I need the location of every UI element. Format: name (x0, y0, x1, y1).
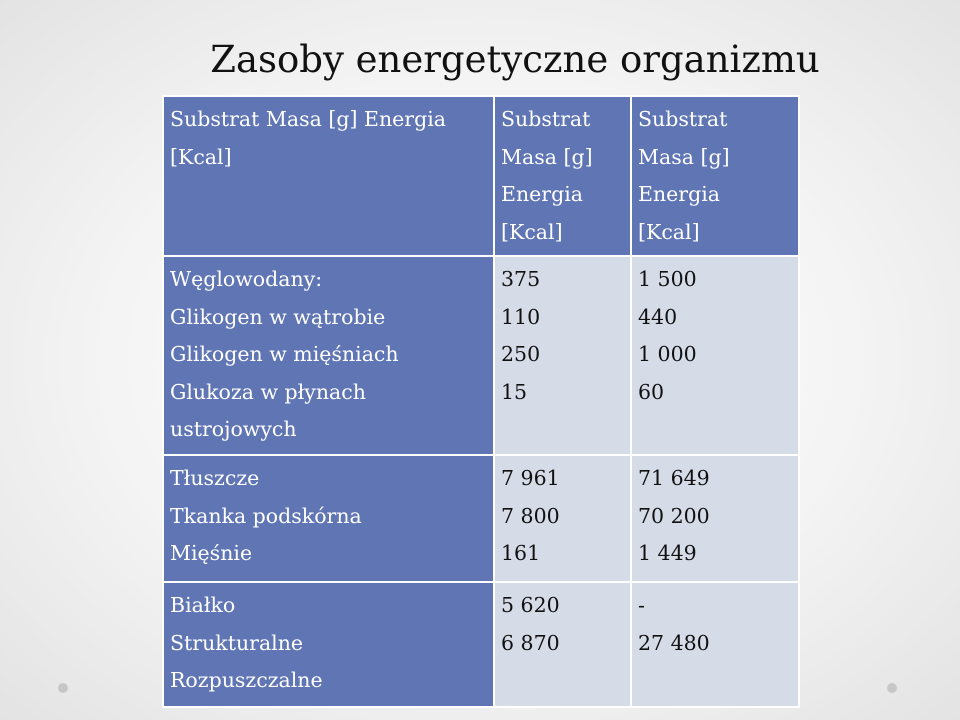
table-row-proteins (163, 582, 799, 707)
energy-cell (631, 256, 799, 455)
energy-value: 27 480 (638, 630, 710, 655)
mass-value: 6 870 (501, 630, 560, 655)
label-text: Węglowodany: (170, 267, 323, 291)
label-cell (163, 582, 494, 707)
energy-value: 71 649 (638, 466, 710, 490)
table-header-row (163, 96, 799, 256)
label-text: Tkanka podskórna (170, 503, 362, 528)
label-text: Tłuszcze (170, 466, 260, 490)
table-row-fats (163, 455, 799, 582)
energy-cell (631, 582, 799, 707)
header-text: Substrat Masa [g] Energia (170, 107, 447, 131)
energy-value: - (638, 593, 645, 617)
header-text: Substrat (638, 107, 728, 131)
slide-title: Zasoby energetyczne organizmu (210, 38, 820, 81)
mass-value: 7 800 (501, 503, 560, 528)
table-row-carbohydrates (163, 256, 799, 455)
decorative-dot-icon (58, 683, 68, 693)
decorative-dot-icon (887, 683, 897, 693)
header-cell (631, 96, 799, 256)
energy-value: 60 (638, 379, 665, 404)
mass-cell (494, 455, 631, 582)
mass-value: 110 (501, 304, 541, 329)
energy-value: 70 200 (638, 503, 710, 528)
label-cell (163, 455, 494, 582)
energy-table (162, 95, 800, 708)
header-cell (494, 96, 631, 256)
label-text: ustrojowych (170, 417, 297, 441)
header-text: Masa [g] (638, 144, 730, 169)
header-text: [Kcal] (501, 219, 563, 244)
label-text: Strukturalne (170, 630, 304, 655)
header-text: Masa [g] (501, 144, 593, 169)
header-text: [Kcal] (170, 144, 232, 169)
mass-value: 15 (501, 379, 528, 404)
mass-cell (494, 256, 631, 455)
header-text: Energia (501, 182, 583, 206)
header-text: Energia (638, 182, 720, 206)
mass-value: 250 (501, 342, 541, 366)
label-cell (163, 256, 494, 455)
label-text: Rozpuszczalne (170, 668, 323, 692)
header-cell (163, 96, 494, 256)
mass-value: 7 961 (501, 466, 560, 490)
label-text: Glikogen w mięśniach (170, 342, 399, 366)
energy-value: 1 500 (638, 267, 697, 291)
label-text: Glukoza w płynach (170, 379, 366, 404)
mass-cell (494, 582, 631, 707)
mass-value: 161 (501, 541, 541, 565)
energy-cell (631, 455, 799, 582)
header-text: Substrat (501, 107, 591, 131)
header-text: [Kcal] (638, 219, 700, 244)
mass-value: 375 (501, 267, 541, 291)
energy-value: 440 (638, 304, 678, 329)
energy-value: 1 000 (638, 342, 697, 366)
label-text: Mięśnie (170, 541, 253, 565)
label-text: Białko (170, 593, 236, 617)
mass-value: 5 620 (501, 593, 560, 617)
energy-value: 1 449 (638, 541, 697, 565)
label-text: Glikogen w wątrobie (170, 304, 386, 329)
